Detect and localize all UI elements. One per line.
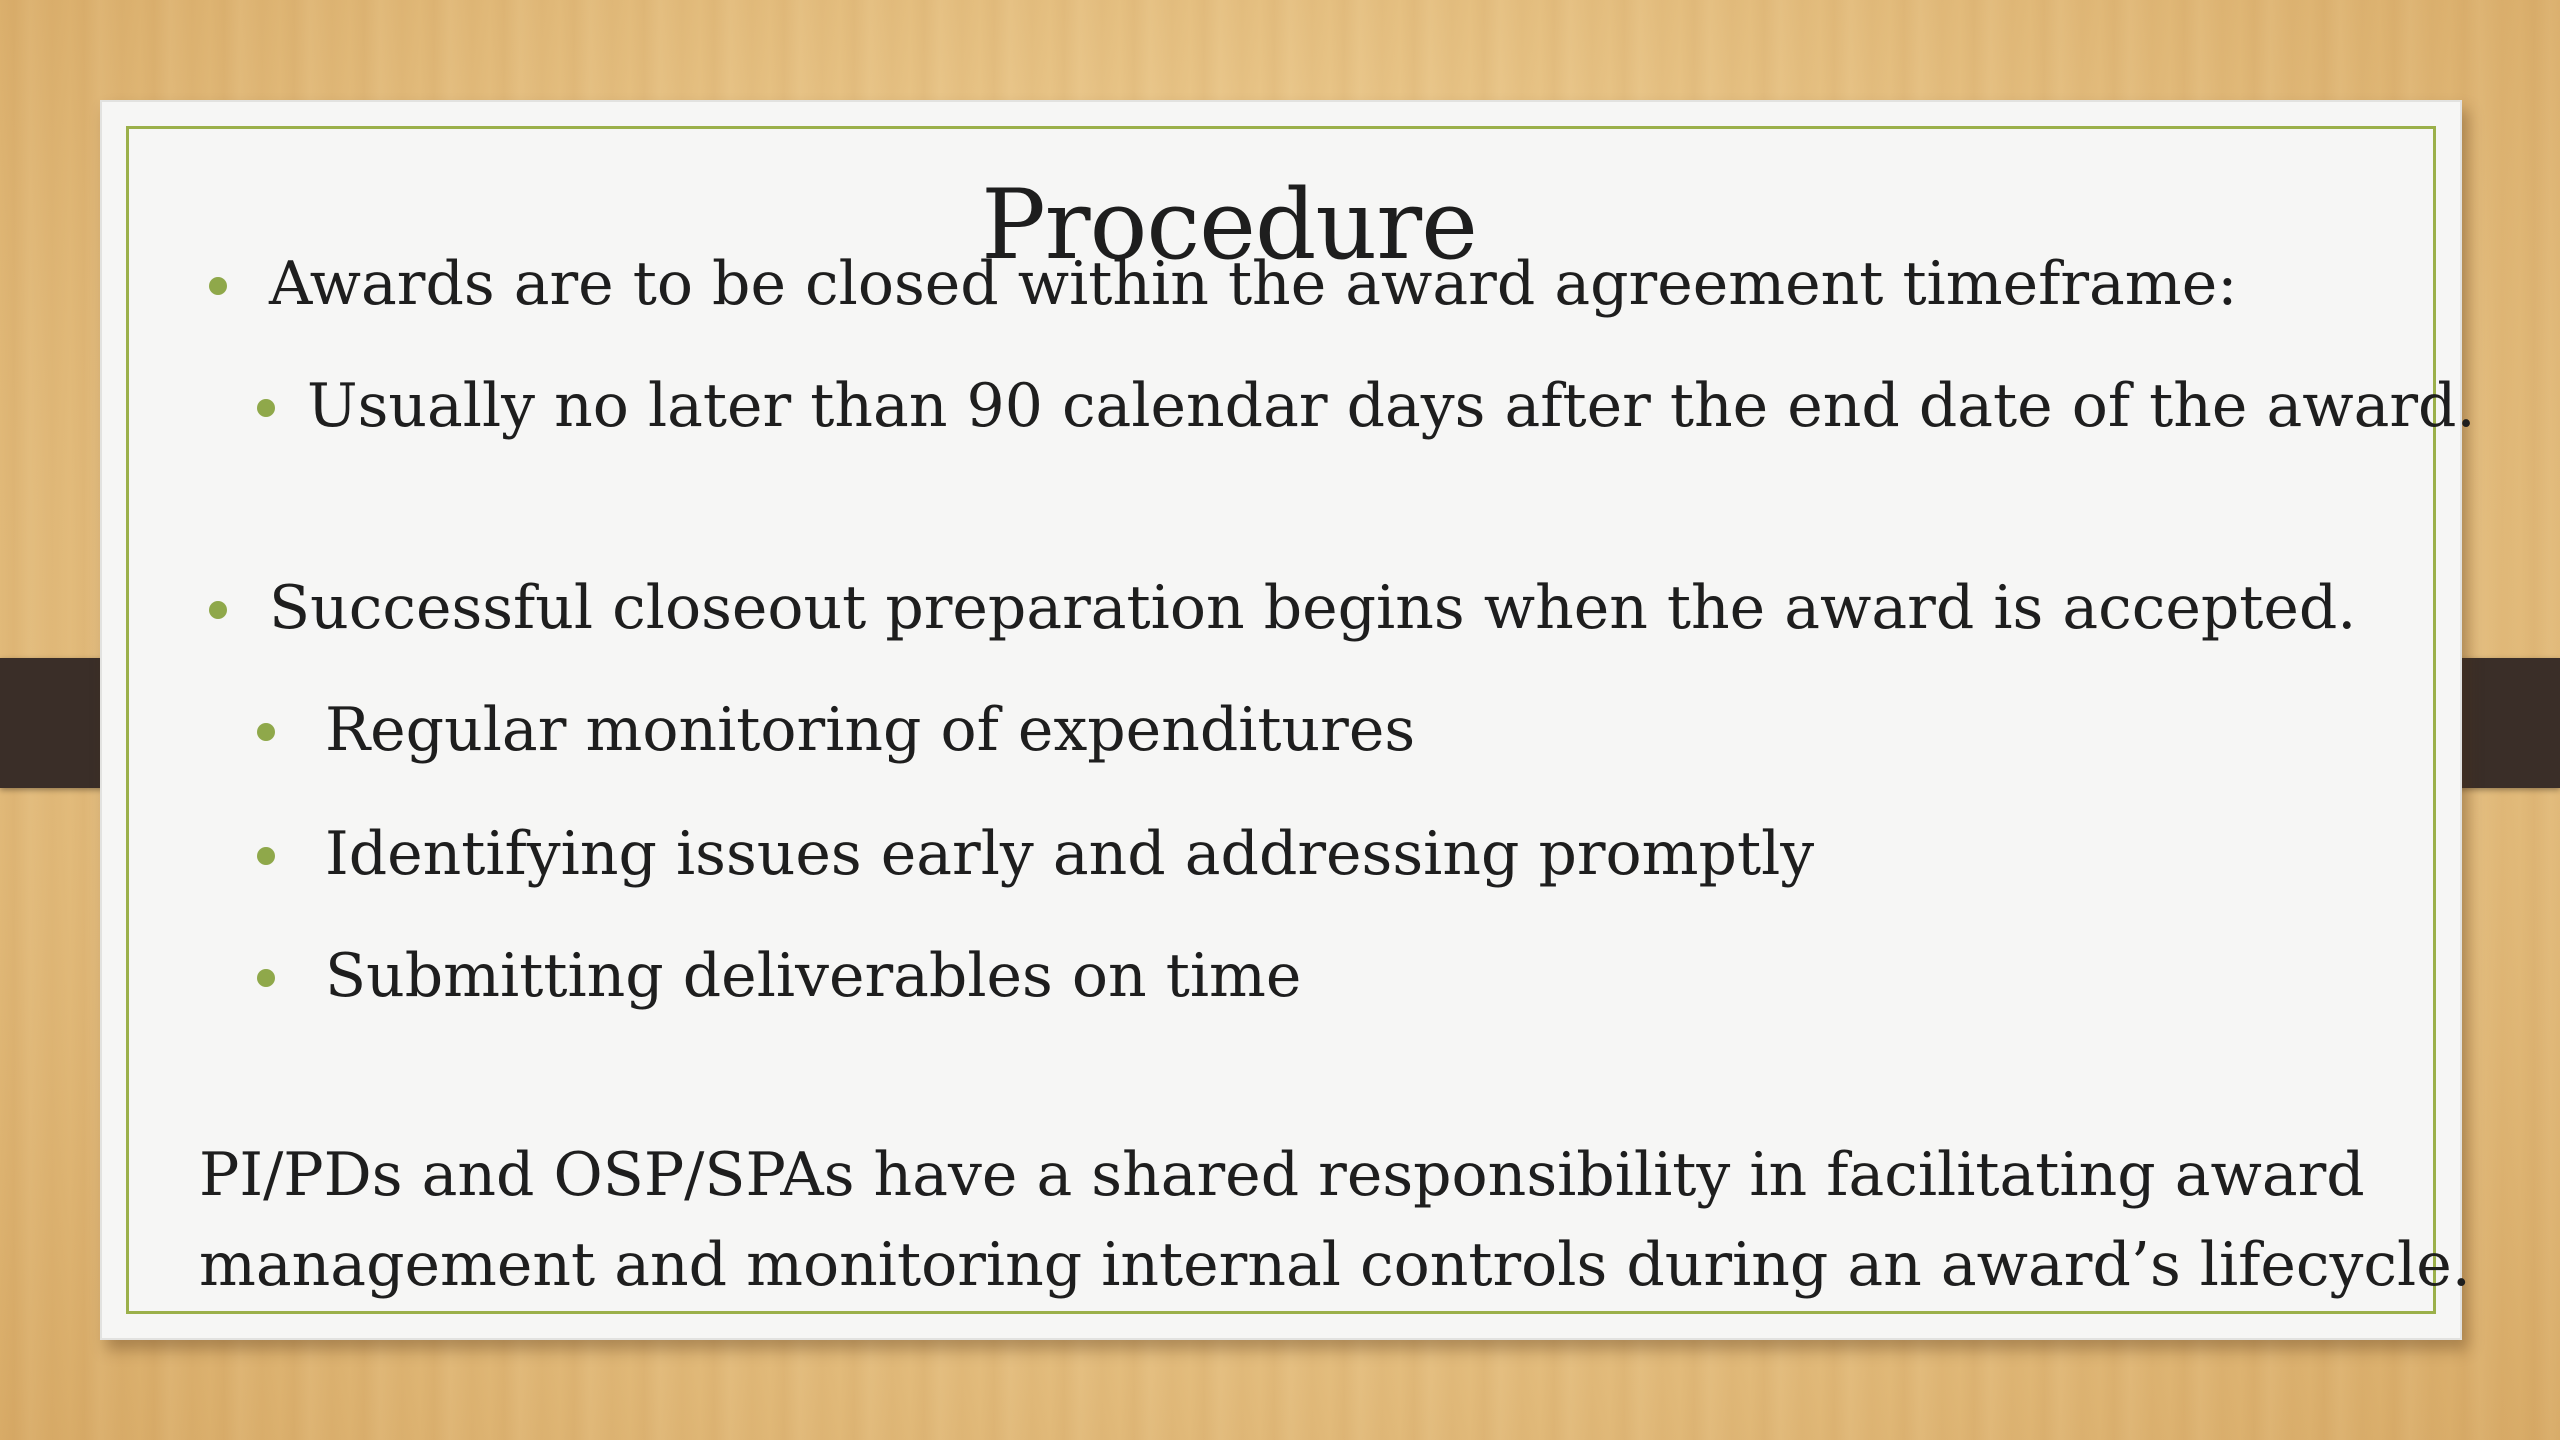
slide-title: Procedure [981, 169, 1477, 281]
sub-bullet-deliverables: Submitting deliverables on time [325, 941, 1302, 1011]
slide-card [100, 100, 2476, 1340]
bullet-icon [209, 277, 227, 295]
bullet-icon [257, 969, 275, 987]
bullet-icon [257, 847, 275, 865]
sub-bullet-monitoring: Regular monitoring of expenditures [325, 695, 1416, 765]
sub-bullet-90-days: Usually no later than 90 calendar days after the end date of the award. [307, 371, 2476, 441]
bullet-item-closeout-preparation: Successful closeout preparation begins when the award is accepted. [269, 573, 2357, 643]
closing-line-1: PI/PDs and OSP/SPAs have a shared responsibility in facilitating award [199, 1140, 2365, 1210]
bullet-icon [257, 399, 275, 417]
bullet-icon [257, 723, 275, 741]
sub-bullet-issues: Identifying issues early and addressing promptly [325, 819, 1815, 889]
bullet-item-awards-closed: Awards are to be closed within the award agreement timeframe: [269, 249, 2238, 319]
closing-line-2: management and monitoring internal controls during an award’s lifecycle. [199, 1230, 2471, 1300]
slide-border-frame [126, 126, 2476, 1314]
bullet-icon [209, 601, 227, 619]
